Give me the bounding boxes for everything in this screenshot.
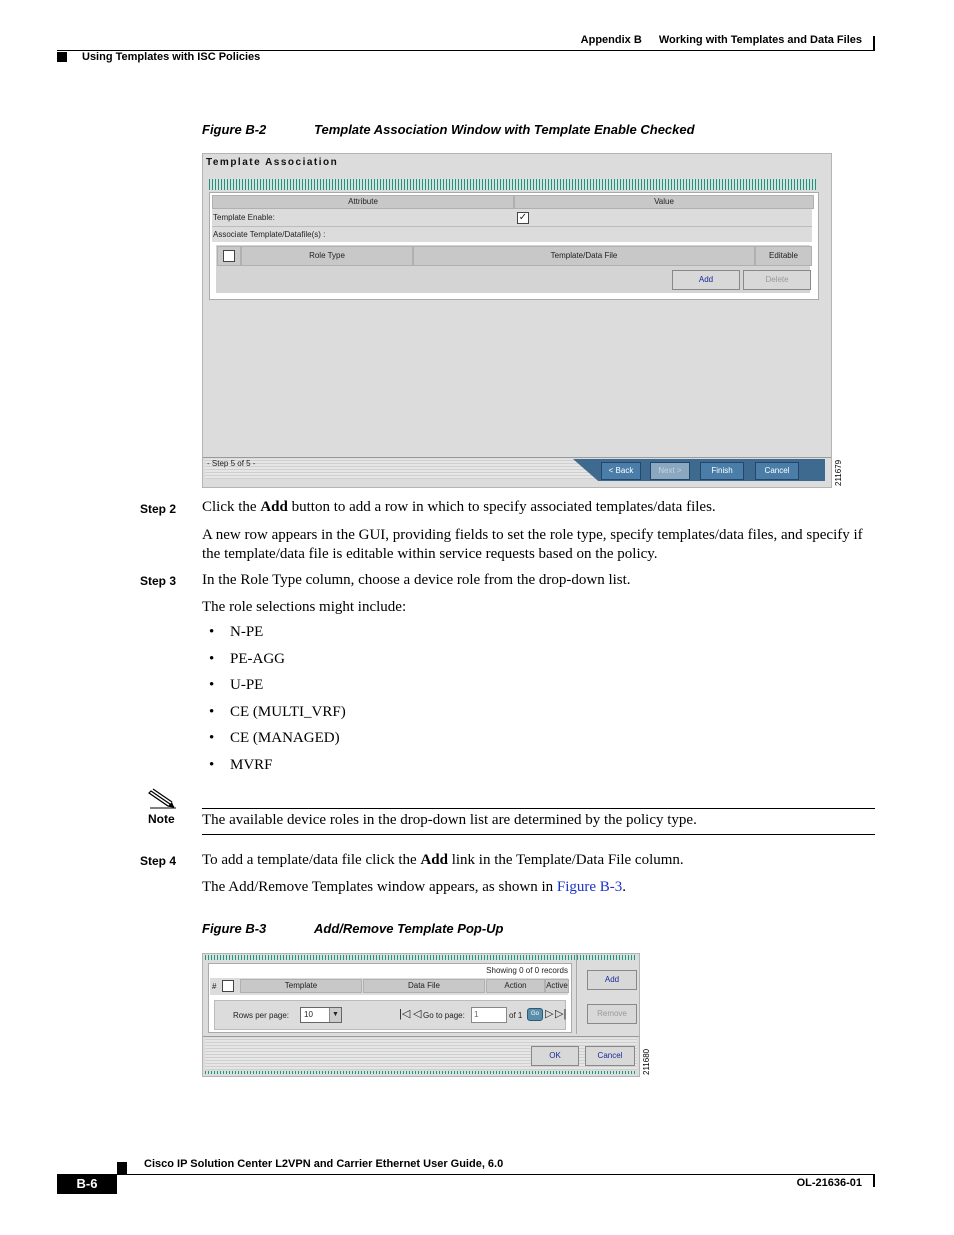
role-table bbox=[216, 245, 810, 293]
next-page-icon[interactable]: ▷ bbox=[545, 1008, 554, 1020]
list-item bbox=[209, 651, 285, 668]
value-column-header: Value bbox=[514, 195, 814, 209]
step2-paragraph: A new row appears in the GUI, providing fields to set the role type, specify templates/data files, and specify if the template/data file is editable within service requests based on the policy. bbox=[202, 527, 863, 562]
template-table bbox=[208, 963, 572, 1033]
step2-label: Step 2 bbox=[140, 502, 177, 516]
list-item-text: MVRF bbox=[230, 757, 273, 773]
side-separator bbox=[576, 954, 577, 1034]
records-count: Showing 0 of 0 records bbox=[486, 966, 568, 975]
appendix-label: Appendix B bbox=[580, 34, 642, 46]
step2-text-pre: Click the bbox=[202, 499, 261, 515]
add-remove-template-popup bbox=[202, 953, 640, 1077]
pencil-icon bbox=[148, 787, 178, 809]
figure-b2-title: Template Association Window with Template Enable Checked bbox=[314, 122, 695, 137]
go-to-page-label: Go to page: bbox=[423, 1011, 465, 1020]
last-page-icon[interactable]: ▷| bbox=[555, 1008, 567, 1020]
note-top-rule bbox=[202, 808, 875, 809]
popup-button-bar bbox=[205, 1038, 637, 1070]
template-enable-label: Template Enable: bbox=[213, 213, 275, 222]
list-item-text: CE (MANAGED) bbox=[230, 730, 340, 746]
popup-bottom-stripe bbox=[205, 1071, 637, 1074]
select-all-checkbox[interactable] bbox=[223, 250, 235, 262]
template-enable-row bbox=[212, 209, 812, 227]
add-button[interactable]: Add bbox=[672, 270, 740, 290]
chevron-down-icon: ▼ bbox=[329, 1008, 341, 1022]
template-file-column-header: Template/Data File bbox=[413, 246, 755, 266]
step3-paragraph: The role selections might include: bbox=[202, 599, 407, 615]
header-bar bbox=[873, 36, 875, 50]
list-item bbox=[209, 704, 346, 721]
page-number: B-6 bbox=[57, 1174, 117, 1194]
step4-text-pre: To add a template/data file click the bbox=[202, 852, 421, 868]
table-header-row bbox=[210, 978, 568, 995]
bullet-icon: • bbox=[209, 677, 215, 693]
step4-text bbox=[202, 851, 877, 870]
footer-rule bbox=[117, 1174, 875, 1175]
back-button[interactable]: < Back bbox=[601, 462, 641, 480]
list-item-text: PE-AGG bbox=[230, 651, 285, 667]
next-button[interactable]: Next > bbox=[650, 462, 690, 480]
add-button[interactable]: Add bbox=[587, 970, 637, 990]
document-number: OL-21636-01 bbox=[796, 1177, 862, 1189]
window-title: Template Association bbox=[206, 157, 339, 168]
step2-add-bold: Add bbox=[260, 499, 288, 515]
chapter-title: Working with Templates and Data Files bbox=[658, 34, 862, 46]
step4-para-pre: The Add/Remove Templates window appears, as shown in bbox=[202, 879, 557, 895]
list-item bbox=[209, 677, 263, 694]
template-column-header: Template bbox=[240, 979, 362, 993]
figure-b3-link[interactable]: Figure B-3 bbox=[556, 879, 623, 895]
active-column-header: Active bbox=[545, 979, 569, 993]
step3-label: Step 3 bbox=[140, 574, 177, 588]
title-stripe bbox=[209, 179, 817, 190]
pagination-bar bbox=[214, 1000, 566, 1030]
attribute-column-header: Attribute bbox=[212, 195, 514, 209]
list-item bbox=[209, 730, 340, 747]
step4-text-post: link in the Template/Data File column. bbox=[447, 852, 684, 868]
template-association-window bbox=[202, 153, 832, 488]
step3-text: In the Role Type column, choose a device role from the drop-down list. bbox=[202, 572, 631, 588]
bullet-icon: • bbox=[209, 624, 215, 640]
action-column-header: Action bbox=[486, 979, 545, 993]
finish-button[interactable]: Finish bbox=[700, 462, 744, 480]
popup-stripe bbox=[205, 955, 637, 960]
running-header bbox=[567, 34, 862, 46]
step2-text bbox=[202, 498, 877, 517]
go-to-page-input[interactable] bbox=[471, 1007, 507, 1023]
note-bottom-rule bbox=[202, 834, 875, 835]
step2-text-post: button to add a row in which to specify associated templates/data files. bbox=[287, 499, 716, 515]
figure-b3-label: Figure B-3 bbox=[202, 921, 267, 936]
nav-separator bbox=[203, 457, 831, 458]
bullet-icon: • bbox=[209, 757, 215, 773]
cancel-button[interactable]: Cancel bbox=[585, 1046, 635, 1066]
note-text: The available device roles in the drop-down list are determined by the policy type. bbox=[202, 812, 697, 828]
remove-button[interactable]: Remove bbox=[587, 1004, 637, 1024]
bullet-icon: • bbox=[209, 730, 215, 746]
book-title: Cisco IP Solution Center L2VPN and Carrier Ethernet User Guide, 6.0 bbox=[144, 1158, 504, 1170]
rows-per-page-label: Rows per page: bbox=[233, 1011, 290, 1020]
associate-template-row bbox=[212, 227, 812, 242]
footer-bar bbox=[873, 1175, 875, 1187]
go-to-page-value: 1 bbox=[474, 1010, 479, 1019]
section-title: Using Templates with ISC Policies bbox=[82, 51, 261, 63]
select-all-cell bbox=[217, 246, 241, 266]
figure-b2-caption bbox=[202, 122, 695, 137]
attribute-table bbox=[209, 192, 819, 300]
go-button[interactable]: Go bbox=[527, 1008, 543, 1021]
list-item-text: CE (MULTI_VRF) bbox=[230, 704, 346, 720]
previous-page-icon[interactable]: ◁ bbox=[413, 1008, 422, 1020]
list-item-text: U-PE bbox=[230, 677, 264, 693]
ok-button[interactable]: OK bbox=[531, 1046, 579, 1066]
note-label: Note bbox=[148, 812, 175, 826]
delete-button[interactable]: Delete bbox=[743, 270, 811, 290]
editable-column-header: Editable bbox=[755, 246, 812, 266]
bottom-separator bbox=[203, 1036, 639, 1037]
step4-label: Step 4 bbox=[140, 854, 177, 868]
role-type-column-header: Role Type bbox=[241, 246, 413, 266]
step-status: - Step 5 of 5 - bbox=[207, 459, 256, 468]
figure-b2-id: 211679 bbox=[834, 459, 843, 486]
footer-marker bbox=[117, 1162, 127, 1174]
step4-para-post: . bbox=[622, 879, 627, 895]
select-all-checkbox[interactable] bbox=[222, 980, 234, 992]
cancel-button[interactable]: Cancel bbox=[755, 462, 799, 480]
bullet-icon: • bbox=[209, 651, 215, 667]
step4-paragraph bbox=[202, 878, 877, 897]
page-count: of 1 bbox=[509, 1011, 523, 1020]
rows-per-page-value: 10 bbox=[304, 1010, 313, 1019]
list-item bbox=[209, 757, 273, 774]
figure-b2-label: Figure B-2 bbox=[202, 122, 267, 137]
rows-per-page-select[interactable] bbox=[300, 1007, 342, 1023]
datafile-column-header: Data File bbox=[363, 979, 485, 993]
associate-template-label: Associate Template/Datafile(s) : bbox=[213, 230, 326, 239]
header-marker bbox=[57, 52, 67, 62]
bullet-icon: • bbox=[209, 704, 215, 720]
step4-add-bold: Add bbox=[420, 852, 448, 868]
template-enable-checkbox[interactable]: ✓ bbox=[518, 212, 528, 223]
figure-b3-title: Add/Remove Template Pop-Up bbox=[314, 921, 504, 936]
list-item-text: N-PE bbox=[230, 624, 264, 640]
figure-b3-caption bbox=[202, 921, 503, 936]
hash-column-header: # bbox=[212, 982, 217, 991]
wizard-nav-bar bbox=[205, 459, 825, 479]
list-item bbox=[209, 624, 263, 641]
first-page-icon[interactable]: |◁ bbox=[399, 1008, 411, 1020]
figure-b3-id: 211680 bbox=[642, 1048, 651, 1075]
